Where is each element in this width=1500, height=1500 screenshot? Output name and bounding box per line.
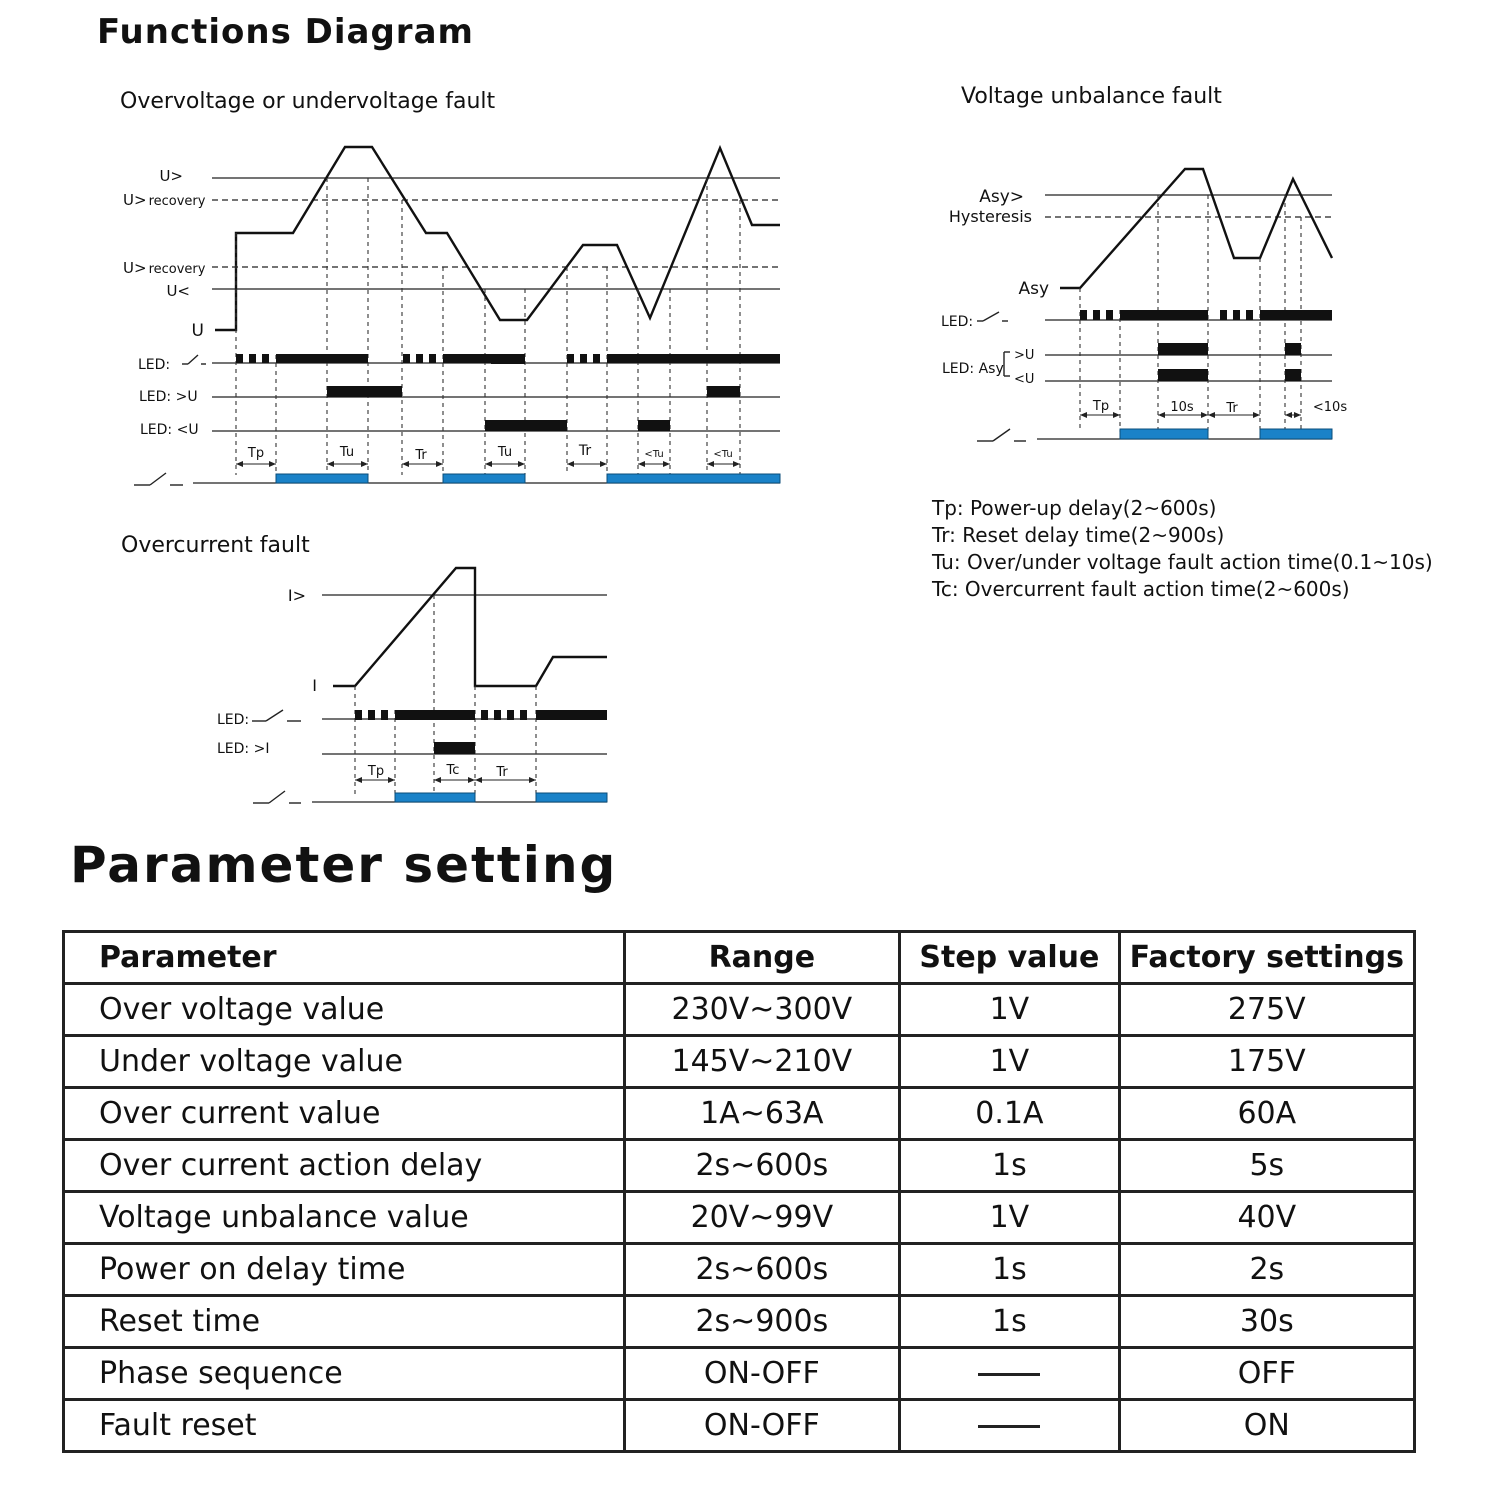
cell-range: 145V~210V <box>624 1036 900 1088</box>
hysteresis-label: Hysteresis <box>948 207 1032 226</box>
asy-waveform <box>1060 169 1332 288</box>
table-row <box>64 1140 1415 1192</box>
cell-range: 2s~900s <box>624 1296 900 1348</box>
table-row <box>64 1348 1415 1400</box>
led-relay-label: LED: <box>138 357 171 373</box>
tc-label: Tc <box>446 763 460 778</box>
tr-label-2: Tr <box>578 443 592 459</box>
i-label: I <box>312 676 317 695</box>
cell-parameter: Over voltage value <box>64 984 625 1036</box>
cell-step: 0.1A <box>900 1088 1119 1140</box>
cell-factory: 275V <box>1119 984 1414 1036</box>
overcurrent-diagram-title: Overcurrent fault <box>121 533 310 558</box>
ten-s-label: 10s <box>1170 400 1194 415</box>
u-label: U <box>191 321 204 341</box>
unbalance-timing-diagram <box>900 140 1360 460</box>
legend-tp: Tp: Power-up delay(2~600s) <box>932 496 1217 520</box>
tp-label: Tp <box>1092 399 1110 414</box>
led-over-label: LED: >U <box>139 389 198 405</box>
tp-label: Tp <box>367 764 385 779</box>
cell-factory: ON <box>1119 1400 1414 1452</box>
tr-label: Tr <box>1226 401 1238 416</box>
table-row <box>64 984 1415 1036</box>
cell-factory: 175V <box>1119 1036 1414 1088</box>
header-step-value: Step value <box>900 932 1119 984</box>
parameter-setting-title: Parameter setting <box>70 836 618 894</box>
cell-range: 20V~99V <box>624 1192 900 1244</box>
cell-parameter: Reset time <box>64 1296 625 1348</box>
table-row <box>64 1036 1415 1088</box>
not-applicable-dash <box>978 1425 1040 1428</box>
cell-step: 1V <box>900 1192 1119 1244</box>
unbalance-diagram-title: Voltage unbalance fault <box>961 84 1222 109</box>
table-row <box>64 1296 1415 1348</box>
cell-step <box>900 1400 1119 1452</box>
over-u-label: >U <box>1014 348 1035 363</box>
voltage-timing-diagram <box>0 0 800 500</box>
voltage-diagram-title: Overvoltage or undervoltage fault <box>120 89 496 114</box>
led-under-label: LED: <U <box>140 422 199 438</box>
under-u-label: <U <box>1014 372 1035 387</box>
table-row <box>64 1192 1415 1244</box>
asy-over-label: Asy> <box>979 187 1024 207</box>
legend-tr: Tr: Reset delay time(2~900s) <box>932 523 1225 547</box>
tr-label-1: Tr <box>415 448 427 463</box>
cell-step: 1s <box>900 1296 1119 1348</box>
u-over-recovery-label: U> recovery <box>123 191 206 209</box>
cell-range: 1A~63A <box>624 1088 900 1140</box>
cell-parameter: Over current action delay <box>64 1140 625 1192</box>
led-relay-label: LED: <box>941 314 974 330</box>
led-relay-label: LED: <box>217 712 250 728</box>
cell-factory: 60A <box>1119 1088 1414 1140</box>
cell-parameter: Power on delay time <box>64 1244 625 1296</box>
cell-range: ON-OFF <box>624 1400 900 1452</box>
cell-step: 1V <box>900 984 1119 1036</box>
cell-factory: 2s <box>1119 1244 1414 1296</box>
i-over-label: I> <box>287 586 306 605</box>
legend-tu: Tu: Over/under voltage fault action time(0.1~10s) <box>932 550 1433 574</box>
u-under-label: U< <box>166 282 190 300</box>
tp-label: Tp <box>247 446 265 461</box>
cell-step <box>900 1348 1119 1400</box>
tr-label: Tr <box>496 765 508 780</box>
table-row <box>64 1244 1415 1296</box>
cell-factory: 5s <box>1119 1140 1414 1192</box>
cell-factory: OFF <box>1119 1348 1414 1400</box>
cell-factory: 30s <box>1119 1296 1414 1348</box>
cell-range: 230V~300V <box>624 984 900 1036</box>
cell-step: 1s <box>900 1244 1119 1296</box>
cell-range: ON-OFF <box>624 1348 900 1400</box>
cell-parameter: Under voltage value <box>64 1036 625 1088</box>
cell-step: 1s <box>900 1140 1119 1192</box>
u-under-recovery-label: U> recovery <box>123 259 206 277</box>
current-waveform <box>333 568 607 686</box>
functions-title: Functions Diagram <box>97 12 474 52</box>
legend-tc: Tc: Overcurrent fault action time(2~600s) <box>932 577 1350 601</box>
table-row <box>64 1400 1415 1452</box>
cell-range: 2s~600s <box>624 1140 900 1192</box>
voltage-waveform <box>215 147 780 330</box>
cell-parameter: Over current value <box>64 1088 625 1140</box>
tu-label-4: <Tu <box>713 449 733 460</box>
tu-label-1: Tu <box>339 445 355 460</box>
cell-range: 2s~600s <box>624 1244 900 1296</box>
tu-label-2: Tu <box>497 445 513 460</box>
cell-parameter: Fault reset <box>64 1400 625 1452</box>
table-row <box>64 1088 1415 1140</box>
u-over-label: U> <box>159 167 183 185</box>
overcurrent-timing-diagram <box>200 560 620 820</box>
not-applicable-dash <box>978 1373 1040 1376</box>
header-parameter: Parameter <box>64 932 625 984</box>
asy-label: Asy <box>1018 279 1049 299</box>
header-range: Range <box>624 932 900 984</box>
lt-ten-s-label: <10s <box>1312 400 1348 415</box>
cell-parameter: Voltage unbalance value <box>64 1192 625 1244</box>
tu-label-3: <Tu <box>644 449 664 460</box>
led-asy-label: LED: Asy <box>942 361 1004 377</box>
table-header-row <box>64 932 1415 984</box>
led-over-i-label: LED: >I <box>217 741 270 757</box>
header-factory-settings: Factory settings <box>1119 932 1414 984</box>
cell-parameter: Phase sequence <box>64 1348 625 1400</box>
cell-step: 1V <box>900 1036 1119 1088</box>
timing-legend <box>932 495 1433 603</box>
parameter-table <box>62 930 1416 1453</box>
cell-factory: 40V <box>1119 1192 1414 1244</box>
